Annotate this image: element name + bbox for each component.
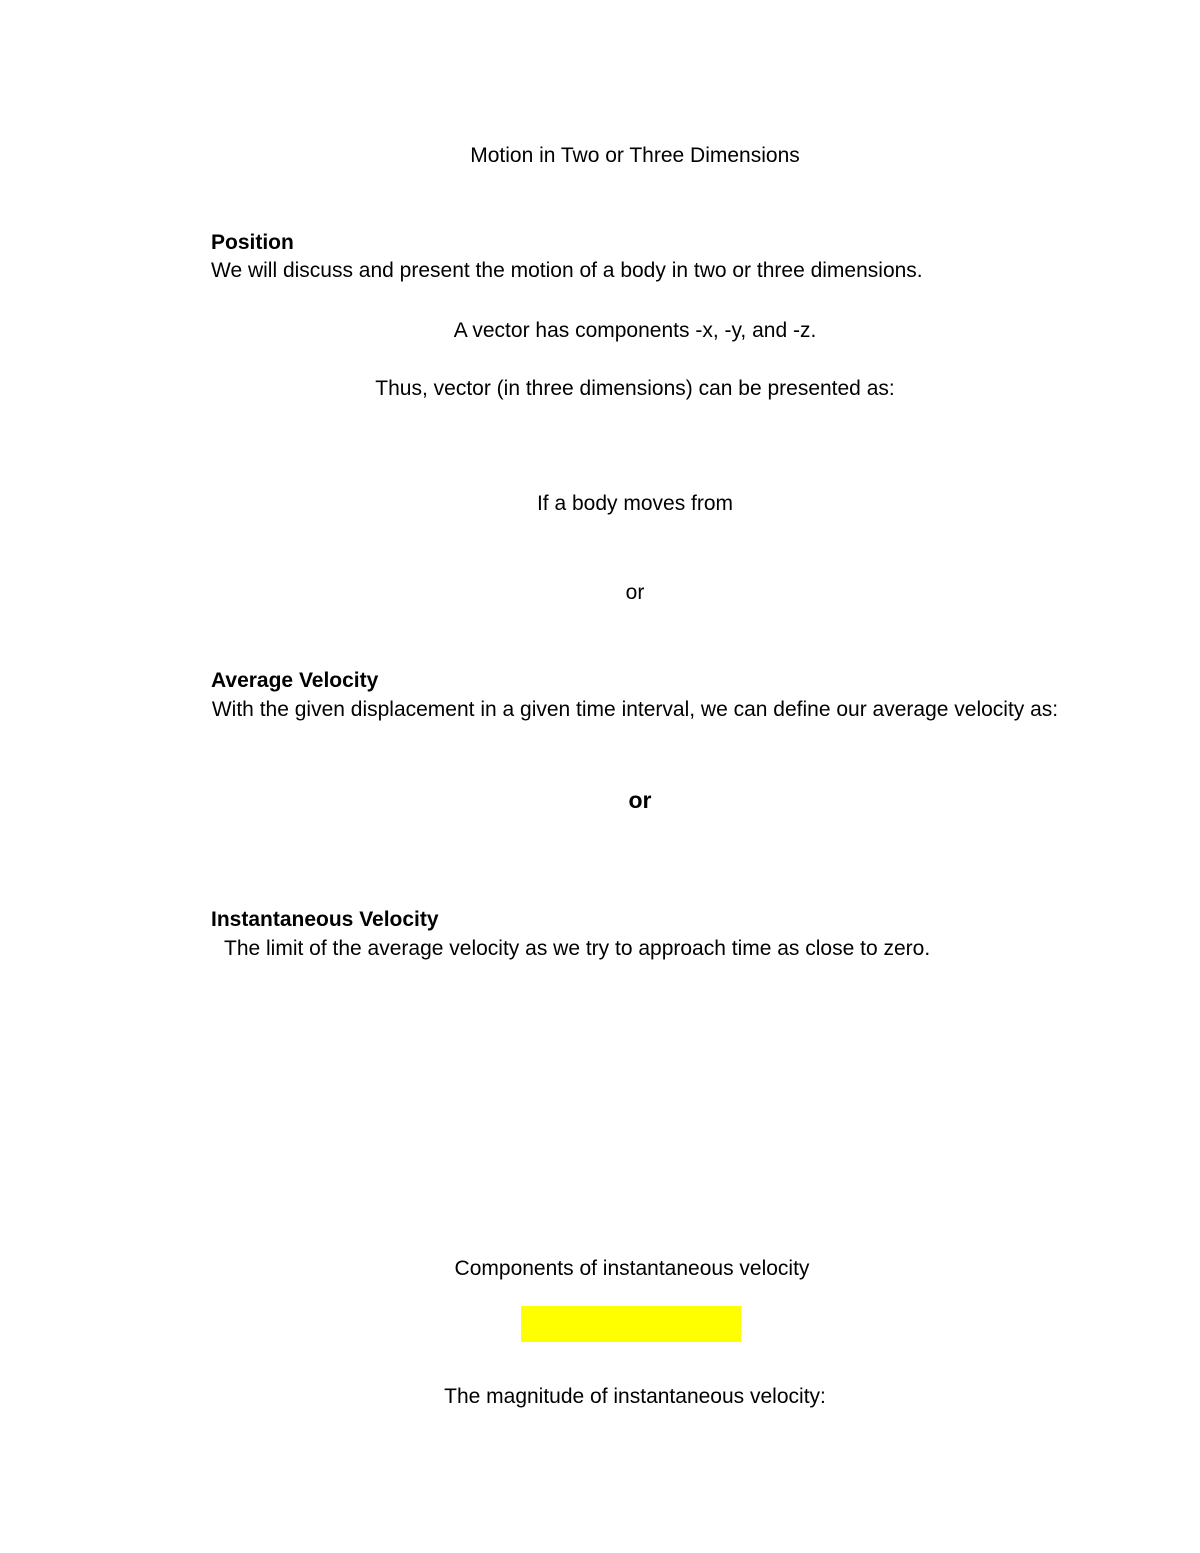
section-heading-instantaneous-velocity: Instantaneous Velocity	[211, 908, 439, 931]
highlight-box	[521, 1306, 741, 1342]
body-moves-text: If a body moves from	[536, 492, 734, 515]
section-heading-average-velocity: Average Velocity	[211, 669, 379, 692]
or-text: or	[625, 581, 645, 604]
vector-components-text: A vector has components -x, -y, and -z.	[453, 319, 817, 342]
page-title: Motion in Two or Three Dimensions	[470, 144, 800, 167]
instantaneous-velocity-text: The limit of the average velocity as we try to approach time as close to zero.	[224, 937, 931, 960]
average-velocity-text: With the given displacement in a given time interval, we can define our average velocity as:	[211, 698, 1059, 721]
magnitude-label: The magnitude of instantaneous velocity:	[444, 1385, 826, 1408]
section-heading-position: Position	[211, 231, 294, 254]
components-label: Components of instantaneous velocity	[454, 1257, 810, 1280]
or-bold-text: or	[628, 787, 652, 813]
position-intro-text: We will discuss and present the motion of a body in two or three dimensions.	[211, 259, 923, 282]
vector-presented-text: Thus, vector (in three dimensions) can be presented as:	[375, 377, 895, 400]
